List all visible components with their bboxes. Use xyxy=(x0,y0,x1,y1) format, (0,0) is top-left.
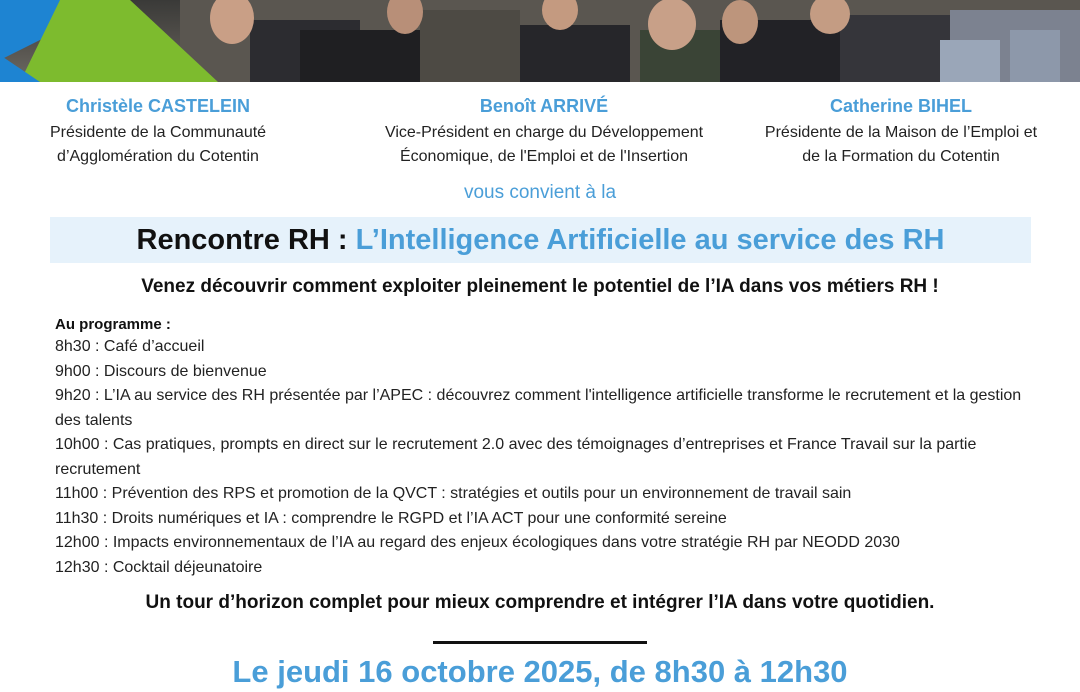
presenter-1 xyxy=(0,93,316,169)
presenter-role-line-2: Économique, de l'Emploi et de l'Insertion xyxy=(399,148,689,165)
program-item: 9h00 : Discours de bienvenue xyxy=(55,362,267,380)
presenter-3 xyxy=(738,93,1064,169)
closing-statement: Un tour d’horizon complet pour mieux comprendre et intégrer l’IA dans votre quotidien. xyxy=(145,592,935,613)
presenter-role-line-2: d’Agglomération du Cotentin xyxy=(57,148,259,165)
event-photo-banner xyxy=(0,0,1080,82)
event-title-prefix: Rencontre RH : xyxy=(136,224,356,256)
program-list xyxy=(55,315,1030,580)
event-title xyxy=(50,217,1031,263)
presenter-role-line-1: Présidente de la Communauté xyxy=(49,124,267,141)
event-date: Le jeudi 16 octobre 2025, de 8h30 à 12h30 xyxy=(232,654,848,689)
program-item: 10h00 : Cas pratiques, prompts en direct sur le recrutement 2.0 avec des témoignages d’entreprises et France Travail sur la partie recrutement xyxy=(55,436,977,478)
program-item: 12h30 : Cocktail déjeunatoire xyxy=(55,558,263,576)
event-title-main: L’Intelligence Artificielle au service des RH xyxy=(355,224,945,256)
presenter-role-line-1: Présidente de la Maison de l’Emploi et xyxy=(764,124,1038,141)
presenter-name: Benoît ARRIVÉ xyxy=(479,96,609,116)
event-subtitle: Venez découvrir comment exploiter pleinement le potentiel de l’IA dans vos métiers RH ! xyxy=(141,276,939,297)
divider-line xyxy=(433,641,647,644)
presenter-role-line-1: Vice-Président en charge du Développement xyxy=(384,124,704,141)
audience-photo xyxy=(0,0,1080,82)
program-item: 11h30 : Droits numériques et IA : comprendre le RGPD et l’IA ACT pour une conformité sereine xyxy=(55,509,727,527)
presenter-role-line-2: de la Formation du Cotentin xyxy=(802,148,1000,165)
invitation-text: vous convient à la xyxy=(463,182,617,203)
presenter-name: Christèle CASTELEIN xyxy=(65,96,251,116)
presenter-2 xyxy=(374,93,714,169)
program-item: 12h00 : Impacts environnementaux de l’IA au regard des enjeux écologiques dans votre stratégie RH par NEODD 2030 xyxy=(55,534,900,551)
program-heading: Au programme : xyxy=(55,316,171,333)
program-item: 8h30 : Café d’accueil xyxy=(55,338,205,355)
presenter-name: Catherine BIHEL xyxy=(829,96,973,116)
program-item: 9h20 : L’IA au service des RH présentée par l’APEC : découvrez comment l'intelligence artificielle transforme le recrutement et la gestion des talents xyxy=(55,387,1022,429)
program-item: 11h00 : Prévention des RPS et promotion de la QVCT : stratégies et outils pour un environnement de travail sain xyxy=(55,485,852,502)
